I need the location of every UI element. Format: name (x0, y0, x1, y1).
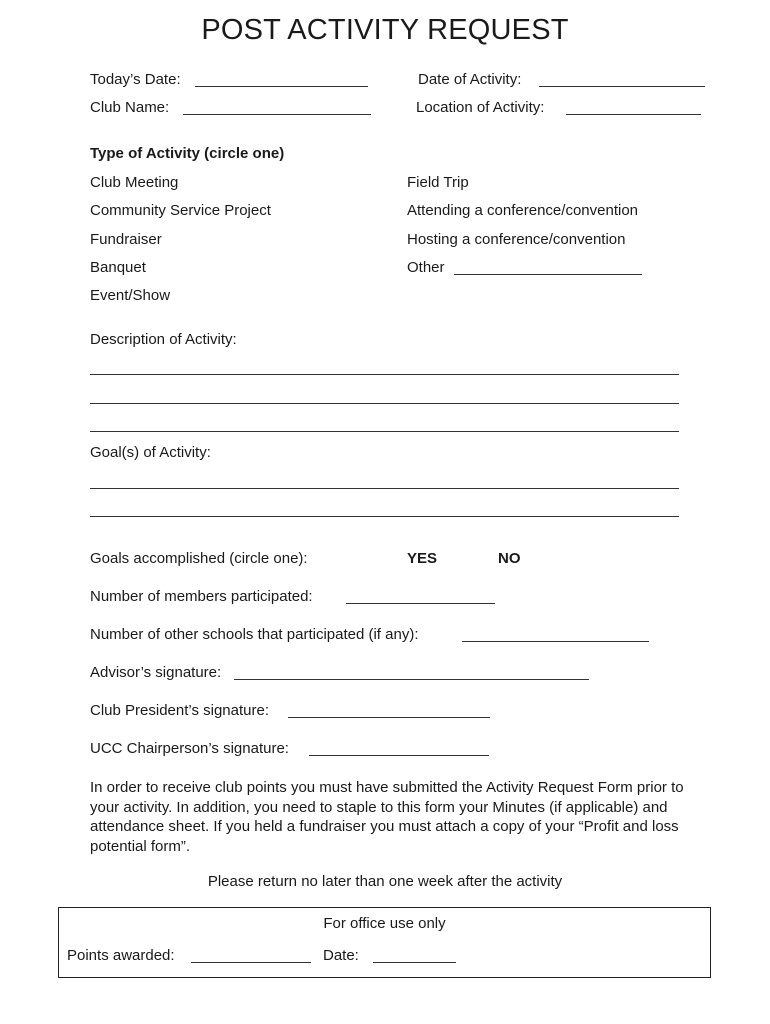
points-awarded-label: Points awarded: (67, 947, 175, 964)
club-name-line[interactable] (183, 114, 371, 115)
goals-accomplished-label: Goals accomplished (circle one): (90, 550, 308, 567)
office-use-heading: For office use only (323, 915, 446, 932)
option-club-meeting[interactable]: Club Meeting (90, 174, 179, 191)
advisor-signature-line[interactable] (234, 679, 589, 680)
option-event-show[interactable]: Event/Show (90, 287, 171, 304)
activity-type-heading: Type of Activity (circle one) (90, 145, 285, 162)
option-other[interactable]: Other (407, 259, 445, 276)
todays-date-line[interactable] (195, 86, 368, 87)
page-title: POST ACTIVITY REQUEST (201, 14, 569, 46)
option-field-trip[interactable]: Field Trip (407, 174, 469, 191)
office-date-line[interactable] (373, 962, 456, 963)
yes-option[interactable]: YES (407, 550, 438, 567)
other-schools-label: Number of other schools that participated (if any): (90, 626, 419, 643)
advisor-signature-label: Advisor’s signature: (90, 664, 222, 681)
office-date-label: Date: (323, 947, 359, 964)
other-activity-line[interactable] (454, 274, 642, 275)
ucc-signature-line[interactable] (309, 755, 489, 756)
club-name-label: Club Name: (90, 99, 170, 116)
option-hosting-conference[interactable]: Hosting a conference/convention (407, 231, 626, 248)
president-signature-line[interactable] (288, 717, 490, 718)
option-banquet[interactable]: Banquet (90, 259, 146, 276)
description-label: Description of Activity: (90, 331, 237, 348)
date-of-activity-line[interactable] (539, 86, 705, 87)
no-option[interactable]: NO (498, 550, 521, 567)
goals-label: Goal(s) of Activity: (90, 444, 211, 461)
president-signature-label: Club President’s signature: (90, 702, 269, 719)
points-awarded-line[interactable] (191, 962, 311, 963)
other-schools-line[interactable] (462, 641, 649, 642)
members-participated-line[interactable] (346, 603, 495, 604)
return-note: Please return no later than one week after the activity (207, 873, 563, 890)
goals-line-2[interactable] (90, 516, 679, 517)
option-community-service-project[interactable]: Community Service Project (90, 202, 271, 219)
ucc-signature-label: UCC Chairperson’s signature: (90, 740, 289, 757)
description-line-1[interactable] (90, 374, 679, 375)
goals-line-1[interactable] (90, 488, 679, 489)
description-line-2[interactable] (90, 403, 679, 404)
date-of-activity-label: Date of Activity: (418, 71, 522, 88)
todays-date-label: Today’s Date: (90, 71, 181, 88)
location-of-activity-line[interactable] (566, 114, 701, 115)
location-of-activity-label: Location of Activity: (416, 99, 545, 116)
option-attending-conference[interactable]: Attending a conference/convention (407, 202, 638, 219)
instructions-paragraph: In order to receive club points you must have submitted the Activity Request Form prior to your activity. In addition, you need to staple to this form your Minutes (if applicable) and attendance sheet. If you held a fundraiser you must attach a copy of your “Profit and loss potential form”. (90, 779, 684, 855)
description-line-3[interactable] (90, 431, 679, 432)
option-fundraiser[interactable]: Fundraiser (90, 231, 162, 248)
members-participated-label: Number of members participated: (90, 588, 313, 605)
